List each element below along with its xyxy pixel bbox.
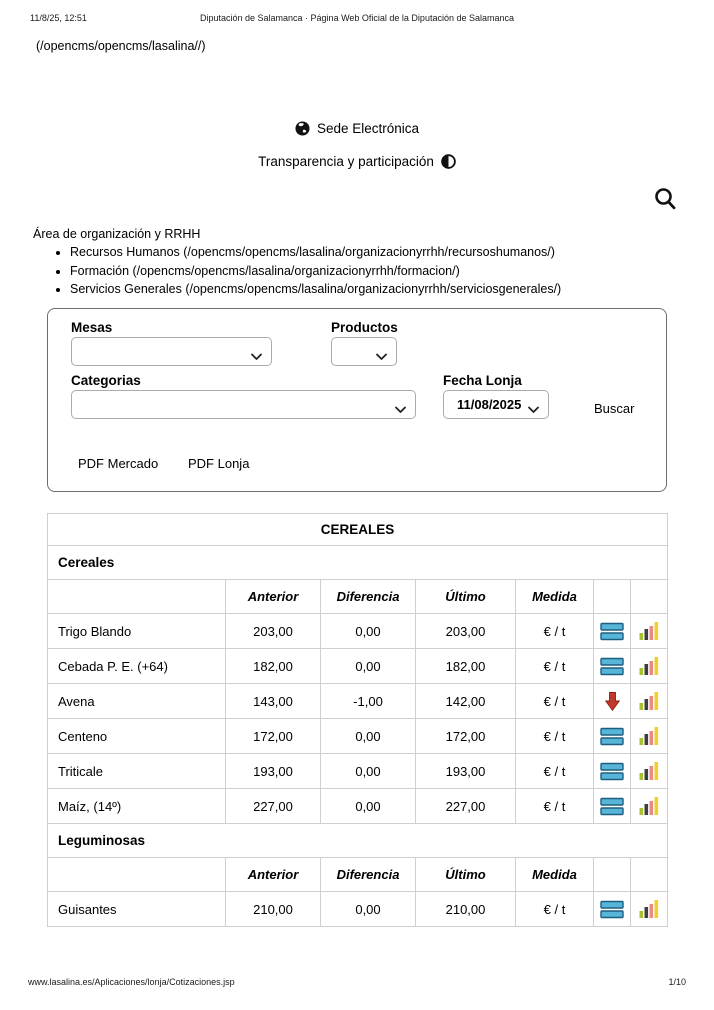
buscar-button[interactable]: Buscar [594,401,635,416]
ultimo-value: 172,00 [416,719,516,754]
empty-header-cell [48,858,226,892]
medida-value: € / t [516,754,594,789]
cotizaciones-table [47,513,668,927]
chevron-down-icon [528,401,539,419]
medida-value: € / t [516,649,594,684]
price-history-chart-icon[interactable] [631,789,668,824]
trend-equal-icon [594,614,631,649]
anterior-value: 203,00 [226,614,321,649]
transparencia-link[interactable]: Transparencia y participación [258,154,434,169]
medida-value: € / t [516,892,594,927]
lonja-filter-form [47,308,667,492]
empty-header-cell [631,580,668,614]
trend-equal-icon [594,789,631,824]
pdf-lonja-link[interactable]: PDF Lonja [188,456,250,471]
column-header: Último [416,858,516,892]
column-header: Diferencia [321,580,416,614]
section-title: Cereales [48,546,668,580]
area-link-formacion[interactable]: • Formación (/opencms/opencms/lasalina/organizacionyrrhh/formacion/) [70,264,561,278]
table-row [48,754,668,789]
globe-icon [295,121,310,136]
ultimo-value: 227,00 [416,789,516,824]
area-link-servicios-generales[interactable]: • Servicios Generales (/opencms/opencms/lasalina/organizacionyrrhh/serviciosgenerales/) [70,282,561,296]
price-history-chart-icon[interactable] [631,614,668,649]
contrast-half-circle-icon [441,154,456,169]
diferencia-value: 0,00 [321,754,416,789]
empty-header-cell [631,858,668,892]
product-name: Maíz, (14º) [48,789,226,824]
table-row [48,789,668,824]
product-name: Cebada P. E. (+64) [48,649,226,684]
chevron-down-icon [376,348,387,366]
table-row [48,614,668,649]
ultimo-value: 193,00 [416,754,516,789]
table-row [48,719,668,754]
anterior-value: 227,00 [226,789,321,824]
pdf-mercado-link[interactable]: PDF Mercado [78,456,159,471]
categorias-label: Categorias [71,373,141,388]
print-datetime: 11/8/25, 12:51 [30,13,87,23]
product-name: Avena [48,684,226,719]
anterior-value: 143,00 [226,684,321,719]
table-row [48,649,668,684]
fecha-lonja-select[interactable] [443,390,549,419]
mesas-select[interactable] [71,337,272,366]
trend-equal-icon [594,892,631,927]
footer-url: www.lasalina.es/Aplicaciones/lonja/Cotizaciones.jsp [28,977,235,987]
diferencia-value: 0,00 [321,719,416,754]
productos-label: Productos [331,320,398,335]
area-link-recursos-humanos[interactable]: • Recursos Humanos (/opencms/opencms/lasalina/organizacionyrrhh/recursoshumanos/) [70,245,561,259]
medida-value: € / t [516,719,594,754]
anterior-value: 210,00 [226,892,321,927]
print-page-title: Diputación de Salamanca · Página Web Oficial de la Diputación de Salamanca [199,13,514,23]
price-history-chart-icon[interactable] [631,754,668,789]
anterior-value: 193,00 [226,754,321,789]
categorias-select[interactable] [71,390,416,419]
footer-page-number: 1/10 [668,977,686,987]
ultimo-value: 142,00 [416,684,516,719]
area-title: Área de organización y RRHH [33,227,201,241]
table-title: CEREALES [48,514,668,546]
trend-equal-icon [594,719,631,754]
sede-electronica-row [0,121,714,136]
empty-header-cell [48,580,226,614]
price-history-chart-icon[interactable] [631,892,668,927]
empty-header-cell [594,580,631,614]
chevron-down-icon [395,401,406,419]
diferencia-value: 0,00 [321,892,416,927]
diferencia-value: 0,00 [321,614,416,649]
anterior-value: 182,00 [226,649,321,684]
ultimo-value: 203,00 [416,614,516,649]
sede-electronica-link[interactable]: Sede Electrónica [316,121,420,136]
price-history-chart-icon[interactable] [631,719,668,754]
mesas-label: Mesas [71,320,113,335]
table-row [48,684,668,719]
search-icon[interactable] [653,186,677,212]
ultimo-value: 210,00 [416,892,516,927]
section-title: Leguminosas [48,824,668,858]
anterior-value: 172,00 [226,719,321,754]
ultimo-value: 182,00 [416,649,516,684]
column-header: Diferencia [321,858,416,892]
diferencia-value: 0,00 [321,789,416,824]
trend-down-icon [594,684,631,719]
medida-value: € / t [516,684,594,719]
diferencia-value: -1,00 [321,684,416,719]
site-home-link[interactable]: (/opencms/opencms/lasalina//) [36,39,206,53]
column-header: Medida [516,858,594,892]
product-name: Guisantes [48,892,226,927]
trend-equal-icon [594,754,631,789]
column-header: Último [416,580,516,614]
medida-value: € / t [516,789,594,824]
trend-equal-icon [594,649,631,684]
column-header: Anterior [226,580,321,614]
column-header: Medida [516,580,594,614]
price-history-chart-icon[interactable] [631,649,668,684]
product-name: Triticale [48,754,226,789]
price-history-chart-icon[interactable] [631,684,668,719]
product-name: Centeno [48,719,226,754]
productos-select[interactable] [331,337,397,366]
transparencia-row [0,154,714,169]
fecha-lonja-value: 11/08/2025 [457,397,522,412]
column-header: Anterior [226,858,321,892]
chevron-down-icon [251,348,262,366]
diferencia-value: 0,00 [321,649,416,684]
medida-value: € / t [516,614,594,649]
empty-header-cell [594,858,631,892]
product-name: Trigo Blando [48,614,226,649]
area-links-list [56,245,561,301]
fecha-lonja-label: Fecha Lonja [443,373,522,388]
table-row [48,892,668,927]
print-header [0,13,714,23]
